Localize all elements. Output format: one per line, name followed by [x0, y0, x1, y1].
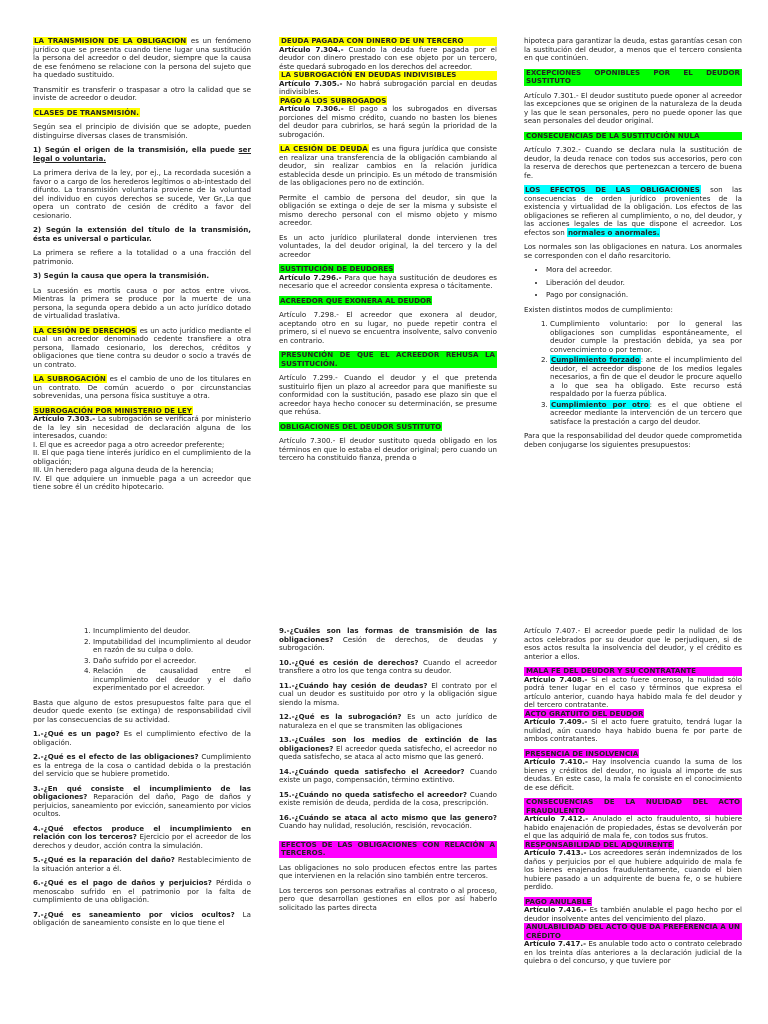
answer-text: Es el cumplimiento efectivo de la obligación. — [33, 729, 251, 747]
question-text: 13.-¿Cuáles son los medios de extinción de las obligaciones? — [279, 735, 497, 753]
obligaciones-sustituto-heading: OBLIGACIONES DEL DEUDOR SUSTITUTO — [280, 421, 442, 431]
question-15 — [279, 791, 497, 808]
efectos-bullet-list — [524, 266, 742, 300]
articulo-text: Para que haya sustitución de deudores es necesario que el acreedor consienta expresa o tácitamente. — [279, 272, 497, 290]
efectos-terceros-heading: EFECTOS DE LAS OBLIGACIONES CON RELACIÓN A TERCEROS. — [281, 839, 495, 857]
cesion-derechos-heading: LA CESIÓN DE DERECHOS — [34, 325, 137, 335]
question-text: 11.-¿Cuándo hay cesión de deudas? — [279, 680, 428, 690]
por-otro-text: : es el que obtiene el acreedor mediante la intervención de un tercero que satisface la prestación a cargo del deudor. — [550, 399, 742, 426]
por-otro-highlight: Cumplimiento por otro — [551, 399, 649, 409]
question-text: 9.-¿Cuáles son las formas de transmisión de las obligaciones? — [279, 627, 497, 644]
list-item: 3. Daño sufrido por el acreedor. — [93, 657, 251, 666]
articulo-text: Es anulable todo acto o contrato celebrado en los treinta días anteriores a la declaración judicial de la quiebra o del concurso, y que tuviere por — [524, 939, 742, 965]
question-12 — [279, 713, 497, 730]
list-item: • Pago por consignación. — [546, 291, 742, 300]
question-text: 2.-¿Qué es el efecto de las obligaciones? — [33, 752, 199, 761]
articulo-text: Los acreedores serán indemnizados de los daños y perjuicios por el que hubiere adquirido de mala fe los bienes enajenados fraudulentamente, cuando el bien hubiere pasado a un adquirente de buena fe, o se hubiere perdido. — [524, 848, 742, 891]
normales-paragraph: Los normales son las obligaciones en natura. Los anormales se corresponden con el daño resarcitorio. — [524, 242, 742, 260]
list-item: • Liberación del deudor. — [546, 279, 742, 288]
answer-text: La obligación de saneamiento consiste en lo que tiene el — [33, 909, 251, 927]
question-6 — [33, 879, 251, 905]
efectos-paragraph — [524, 186, 742, 237]
deudas-indivisibles-heading: LA SUBROGACIÓN EN DEUDAS INDIVISIBLES — [279, 71, 497, 80]
articulo-7305 — [279, 80, 497, 97]
normales-anormales-highlight: normales o anormales. — [568, 227, 660, 237]
cesion-deuda-paragraph — [279, 145, 497, 188]
answer-text: Cumplimiento es la entrega de la cosa o cantidad debida o la prestación del servicio que se hubiere prometido. — [33, 752, 251, 778]
articulo-label: Artículo 7.306.- — [279, 104, 344, 113]
question-3 — [33, 785, 251, 819]
sustitucion-deudores-heading: SUSTITUCIÓN DE DEUDORES — [280, 264, 394, 273]
answer-text: Restablecimiento de la situación anterior a él. — [33, 855, 251, 873]
responsabilidad-paragraph: Para que la responsabilidad del deudor quede comprometida deben conjugarse los siguientes presupuestos: — [524, 431, 742, 449]
pago-subrogados-heading: PAGO A LOS SUBROGADOS — [280, 95, 387, 105]
forzado-highlight: Cumplimiento forzado — [551, 355, 640, 364]
articulo-7416 — [524, 906, 742, 923]
question-4 — [33, 825, 251, 851]
pago-anulable-heading: PAGO ANULABLE — [525, 896, 592, 906]
page1-column-1 — [33, 37, 251, 492]
modos-list — [524, 320, 742, 426]
fraction-iv: IV. El que adquiere un inmueble paga a un acreedor que tiene sobre él un crédito hipotecario. — [33, 473, 251, 491]
articulo-7304 — [279, 46, 497, 72]
articulo-7412 — [524, 815, 742, 841]
origen-subheading — [33, 146, 251, 163]
articulo-text: El pago a los subrogados en diversas porciones del mismo crédito, cuando no basten los bienes del deudor para cubrirlos, se hará según la prioridad de la subrogación. — [279, 104, 497, 139]
sucesion-paragraph: La sucesión es mortis causa o por actos entre vivos. Mientras la primera se produce por la muerte de una persona, la segunda opera debido a un acto jurídico dotado de virtualidad traslativa. — [33, 285, 251, 320]
clases-heading: CLASES DE TRANSMISIÓN. — [34, 107, 139, 117]
articulo-label: Artículo 7.305.- — [279, 78, 343, 88]
question-text: 4.-¿Qué efectos produce el incumplimiento en relación con los terceros? — [33, 823, 251, 841]
articulo-7298: Artículo 7.298.- El acreedor que exonera al deudor, aceptando otro en su lugar, no puede repetir contra el primero, si el nuevo se encuentra insolvente, salvo convenio en contrario. — [279, 310, 497, 345]
permite-paragraph: Permite el cambio de persona del deudor, sin que la obligación se extinga o deje de ser la misma y subsiste el mismo derecho personal con el mismo objeto y mismo acreedor. — [279, 192, 497, 227]
articulo-7410 — [524, 758, 742, 792]
acto-gratuito-heading: ACTO GRATUITO DEL DEUDOR — [525, 708, 644, 718]
articulo-7301: Artículo 7.301.- El deudor sustituto puede oponer al acreedor las excepciones que se originen de la naturaleza de la deuda y las que le sean personales, pero no puede oponer las que sean personales del deudor original. — [524, 90, 742, 125]
question-14 — [279, 768, 497, 785]
answer-text: Cuando existe remisión de deuda, perdida de la cosa, prescripción. — [279, 789, 497, 807]
articulo-7296 — [279, 274, 497, 291]
answer-text: El acreedor queda satisfecho, el acreedor no queda satisfecho, se ataca al acto mismo que las generó. — [279, 743, 497, 761]
list-item: 1. Cumplimiento voluntario: por lo general las obligaciones son cumplidas espontáneamente, el deudor cumple la prestación debida, ya sea por convencimiento o por temor. — [550, 320, 742, 354]
page2-column-2 — [279, 627, 497, 918]
question-10 — [279, 659, 497, 676]
articulo-7302: Artículo 7.302.- Cuando se declara nula la sustitución de deudor, la deuda renace con todos sus accesorios, pero con la reserva de derechos que pertenezcan a tercero de buena fe. — [524, 145, 742, 180]
question-text: 12.-¿Qué es la subrogación? — [279, 712, 402, 721]
cesion-derechos-text: es un acto jurídico mediante el cual un acreedor denominado cedente transfiere a otra persona, llamado cesionario, los derechos, créditos y obligaciones que tiene contra su deudor o socio a través de un contrato. — [33, 325, 251, 369]
question-text: 16.-¿Cuándo se ataca al acto mismo que las genero? — [279, 812, 497, 822]
subrogacion-paragraph — [33, 375, 251, 401]
articulo-7303 — [33, 415, 251, 441]
subrogacion-heading: LA SUBROGACIÓN — [34, 374, 106, 383]
transmision-heading: LA TRANSMISIÓN DE LA OBLIGACIÓN — [34, 37, 187, 45]
fraction-iii: III. Un heredero paga alguna deuda de la herencia; — [33, 465, 214, 474]
presupuestos-list — [33, 627, 251, 693]
articulo-text: Anulado el acto fraudulento, si hubiere habido enajenación de propiedades, éstas se devolverán por el que las adquirió de mala fe, con todos sus frutos. — [524, 814, 742, 840]
forzado-text: : ante el incumplimiento del deudor, el acreedor dispone de los medios legales necesarios, a fin de que el deudor le procure aquello a lo que sea ha obligado. Este recurso está respaldado por la fuerza pública. — [550, 355, 742, 398]
articulo-text: Es también anulable el pago hecho por el deudor insolvente antes del vencimiento del plazo. — [524, 905, 742, 923]
answer-text: Cuando el acreedor transfiere a otro los que tenga contra su deudor. — [279, 657, 497, 675]
mala-fe-heading: MALA FE DEL DEUDOR Y SU CONTRATANTE — [524, 667, 742, 676]
articulo-label: Artículo 7.409.- — [524, 717, 588, 726]
causa-subheading: 3) Según la causa que opera la transmisión. — [33, 271, 210, 280]
modos-paragraph: Existen distintos modos de cumplimiento: — [524, 304, 673, 314]
answer-text: Cuando existe un pago, compensación, término extintivo. — [279, 766, 497, 784]
articulo-text: Cuando la deuda fuere pagada por el deudor con dinero prestado con ese objeto por un tercero, éste quedará subrogado en los derechos del acreedor. — [279, 44, 497, 71]
acreedor-exonera-heading: ACREEDOR QUE EXONERA AL DEUDOR — [280, 295, 432, 305]
transmitir-paragraph: Transmitir es transferir o traspasar a otro la calidad que se inviste de acreedor o deudor. — [33, 84, 251, 102]
cesion-deuda-text: es una figura jurídica que consiste en realizar una transferencia de la obligación cambiando al deudor, sin realizar cambios en la relación jurídica establecida desde un principio. Es un método de transmisión de las obligaciones pero no de extinción. — [279, 144, 497, 187]
question-text: 15.-¿Cuándo no queda satisfecho el acreedor? — [279, 789, 467, 799]
hipoteca-paragraph: hipoteca para garantizar la deuda, estas garantías cesan con la sustitución del deudor, a menos que el tercero consienta en que continúen. — [524, 37, 742, 62]
articulo-label: Artículo 7.412.- — [524, 814, 589, 823]
efectos-text: son las consecuencias de orden jurídico provenientes de la existencia y virtualidad de la obligación. Los efectos de las obligaciones se refieren al cumplimiento, o no, del deudor, y las acciones legales de las que dispone el acreedor. Los efectos son — [524, 185, 742, 237]
list-item — [550, 356, 742, 399]
articulo-label: Artículo 7.417.- — [524, 939, 587, 948]
list-item — [550, 401, 742, 427]
articulo-text: Hay insolvencia cuando la suma de los bienes y créditos del deudor, no iguala al importe de sus deudas. En este caso, la mala fe consiste en el conocimiento de ese déficit. — [524, 757, 742, 792]
question-5 — [33, 856, 251, 873]
cesion-derechos-paragraph — [33, 327, 251, 370]
page1-column-2 — [279, 37, 497, 469]
anulabilidad-heading: ANULABILIDAD DEL ACTO QUE DA PREFERENCIA A UN CRÉDITO — [526, 922, 740, 940]
articulo-label: Artículo 7.303.- — [33, 414, 96, 423]
ministerio-ley-heading: SUBROGACIÓN POR MINISTERIO DE LEY — [34, 405, 192, 415]
articulo-7413 — [524, 849, 742, 892]
question-text: 10.-¿Qué es cesión de derechos? — [279, 657, 419, 667]
articulo-text: La subrogación se verificará por ministerio de la ley sin necesidad de declaración alguna de los interesados, cuando: — [33, 414, 251, 440]
page1-column-3 — [524, 37, 742, 455]
patrimonio-paragraph: La primera se refiere a la totalidad o a una fracción del patrimonio. — [33, 248, 251, 266]
basta-paragraph: Basta que alguno de estos presupuestos falte para que el deudor quede exento (se extinga) de responsabilidad civil por las consecuencias de su actividad. — [33, 697, 251, 724]
question-text: 3.-¿En qué consiste el incumplimiento de las obligaciones? — [33, 783, 251, 801]
answer-text: Reparación del daño, Pago de daños y perjuicios, saneamiento por evicción, saneamiento por vicios ocultos. — [33, 792, 251, 818]
articulo-7299: Artículo 7.299.- Cuando el deudor y el que pretenda sustituirlo fijen un plazo al acreedor para que manifieste su conformidad con la sustitución, pasado ese plazo sin que el acreedor haya hecho conocer su determinación, se presume que rehúsa. — [279, 373, 497, 416]
articulo-label: Artículo 7.410.- — [524, 757, 588, 766]
transmision-paragraph — [33, 37, 251, 80]
answer-text: Ejercicio por el acreedor de los derechos y deudor, acción contra la simulación. — [33, 832, 251, 850]
question-9 — [279, 627, 497, 653]
question-text: 7.-¿Qué es saneamiento por vicios ocultos? — [33, 909, 235, 919]
page2-column-1 — [33, 627, 251, 934]
question-13 — [279, 736, 497, 762]
articulo-7407: Artículo 7.407.- El acreedor puede pedir la nulidad de los actos celebrados por su deudor que le perjudiquen, si de esos actos resulta la insolvencia del deudor, y el crédito es anterior a ellos. — [524, 627, 742, 661]
obligaciones-paragraph: Las obligaciones no solo producen efectos entre las partes que intervienen en la relación sino también entre terceros. — [279, 862, 497, 880]
cesion-deuda-heading: LA CESIÓN DE DEUDA — [280, 144, 368, 153]
sustitucion-nula-heading: CONSECUENCIAS DE LA SUSTITUCIÓN NULA — [524, 132, 742, 141]
articulo-7409 — [524, 718, 742, 744]
articulo-7408 — [524, 676, 742, 710]
question-2 — [33, 753, 251, 779]
question-text: 14.-¿Cuándo queda satisfecho el Acreedor? — [279, 766, 465, 776]
articulo-label: Artículo 7.416.- — [524, 905, 587, 914]
answer-text: Es un acto jurídico de naturaleza en el que se transmiten las obligaciones — [279, 712, 497, 730]
clases-paragraph: Según sea el principio de división que se adopte, pueden distinguirse diversas clases de transmisión. — [33, 122, 251, 140]
question-text: 6.-¿Qué es el pago de daños y perjuicios? — [33, 878, 212, 887]
list-item: 1. Incumplimiento del deudor. — [93, 627, 251, 636]
articulo-label: Artículo 7.296.- — [279, 272, 342, 282]
origen-underlined: ser legal o voluntaria. — [33, 145, 251, 163]
answer-text: El contrato por el cual un deudor es sustituido por otro y la obligación sigue siendo la misma. — [279, 680, 497, 707]
articulo-7300: Artículo 7.300.- El deudor sustituto queda obligado en los términos en que lo estaba el deudor original; pero cuando un tercero ha constituido fianza, prenda o — [279, 436, 497, 462]
list-item: 4. Relación de causalidad entre el incumplimiento del deudor y el daño experimentado por el acreedor. — [93, 667, 251, 693]
answer-text: Cuando hay nulidad, resolución, rescisión, revocación. — [279, 821, 472, 830]
articulo-label: Artículo 7.413.- — [524, 848, 587, 857]
fraction-i: I. El que es acreedor paga a otro acreedor preferente; — [33, 439, 225, 449]
answer-text: Pérdida o menoscabo sufrido en el patrimonio por la falta de cumplimiento de una obligación. — [33, 878, 251, 904]
insolvencia-heading: PRESENCIA DE INSOLVENCIA — [525, 748, 639, 758]
articulo-text: No habrá subrogación parcial en deudas indivisibles. — [279, 78, 497, 96]
deuda-pagada-heading: DEUDA PAGADA CON DINERO DE UN TERCERO — [279, 37, 497, 46]
efectos-heading: LOS EFECTOS DE LAS OBLIGACIONES — [525, 185, 700, 194]
excepciones-heading: EXCEPCIONES OPONIBLES POR EL DEUDOR SUSTITUTO — [526, 67, 740, 85]
question-7 — [33, 911, 251, 928]
question-text: 5.-¿Qué es la reparación del daño? — [33, 855, 175, 864]
page2-column-3 — [524, 627, 742, 966]
articulo-text: Si el acto fuere gratuito, tendrá lugar la nulidad, aún cuando haya habido buena fe por parte de ambos contratantes. — [524, 717, 742, 743]
list-item: 2. Imputabilidad del incumplimiento al deudor en razón de su culpa o dolo. — [93, 638, 251, 655]
primera-deriva-paragraph: La primera deriva de la ley, por ej., La recordada sucesión a favor o a cargo de los herederos legítimos o ab-intestado del difunto. La transmisión voluntaria proviene de la voluntad del individuo en cuyos derechos se sucede, Ver Gr.,La que opera un contrato de cesión de crédito a favor del cesionario. — [33, 168, 251, 220]
transmision-text: es un fenómeno jurídico que se presenta cuando tiene lugar una sustitución la persona del acreedor o del deudor, siempre que la causa de ese fenómeno se relacione con la persona del sujeto que ha quedado sustituido. — [33, 37, 251, 79]
question-text: 1.-¿Qué es un pago? — [33, 729, 120, 738]
question-1 — [33, 730, 251, 747]
answer-text: Cesión de derechos, de deudas y subrogación. — [279, 634, 497, 652]
articulo-7306 — [279, 105, 497, 139]
acto-plurilateral-paragraph: Es un acto jurídico plurilateral donde intervienen tres voluntades, la del deudor original, la del tercero y la del acreedor — [279, 232, 497, 259]
fraction-ii: II. El que paga tiene interés jurídico en el cumplimiento de la obligación; — [33, 448, 251, 466]
list-item: • Mora del acreedor. — [546, 266, 742, 275]
nulidad-fraudulento-heading: CONSECUENCIAS DE LA NULIDAD DEL ACTO FRAUDULENTO — [526, 797, 740, 815]
articulo-label: Artículo 7.304.- — [279, 44, 344, 54]
presuncion-heading: PRESUNCIÓN DE QUE EL ACREEDOR REHUSA LA SUSTITUCIÓN. — [281, 350, 495, 368]
terceros-paragraph: Los terceros son personas extrañas al contrato o al proceso, pero que desarrollan gestiones en ellos por así haberlo solicitado las partes directa — [279, 885, 497, 912]
subrogacion-text: es el cambio de uno de los titulares en un contrato. De común acuerdo o por circunstancias sobrevenidas, una persona física sustituye a otra. — [33, 374, 251, 400]
origen-text: 1) Según el origen de la transmisión, ella puede — [33, 145, 239, 154]
extension-subheading: 2) Según la extensión del título de la transmisión, ésta es universal o particular. — [33, 225, 251, 243]
responsabilidad-adquirente-heading: RESPONSABILIDAD DEL ADQUIRENTE — [525, 839, 673, 849]
question-11 — [279, 682, 497, 708]
articulo-label: Artículo 7.408.- — [524, 674, 588, 684]
articulo-7417 — [524, 940, 742, 966]
articulo-text: Si el acto fuere oneroso, la nulidad sólo podrá tener lugar en el caso y términos que expresa el artículo anterior, cuando haya habido mala fe del deudor y del tercero contratante. — [524, 674, 742, 709]
question-16 — [279, 814, 497, 831]
